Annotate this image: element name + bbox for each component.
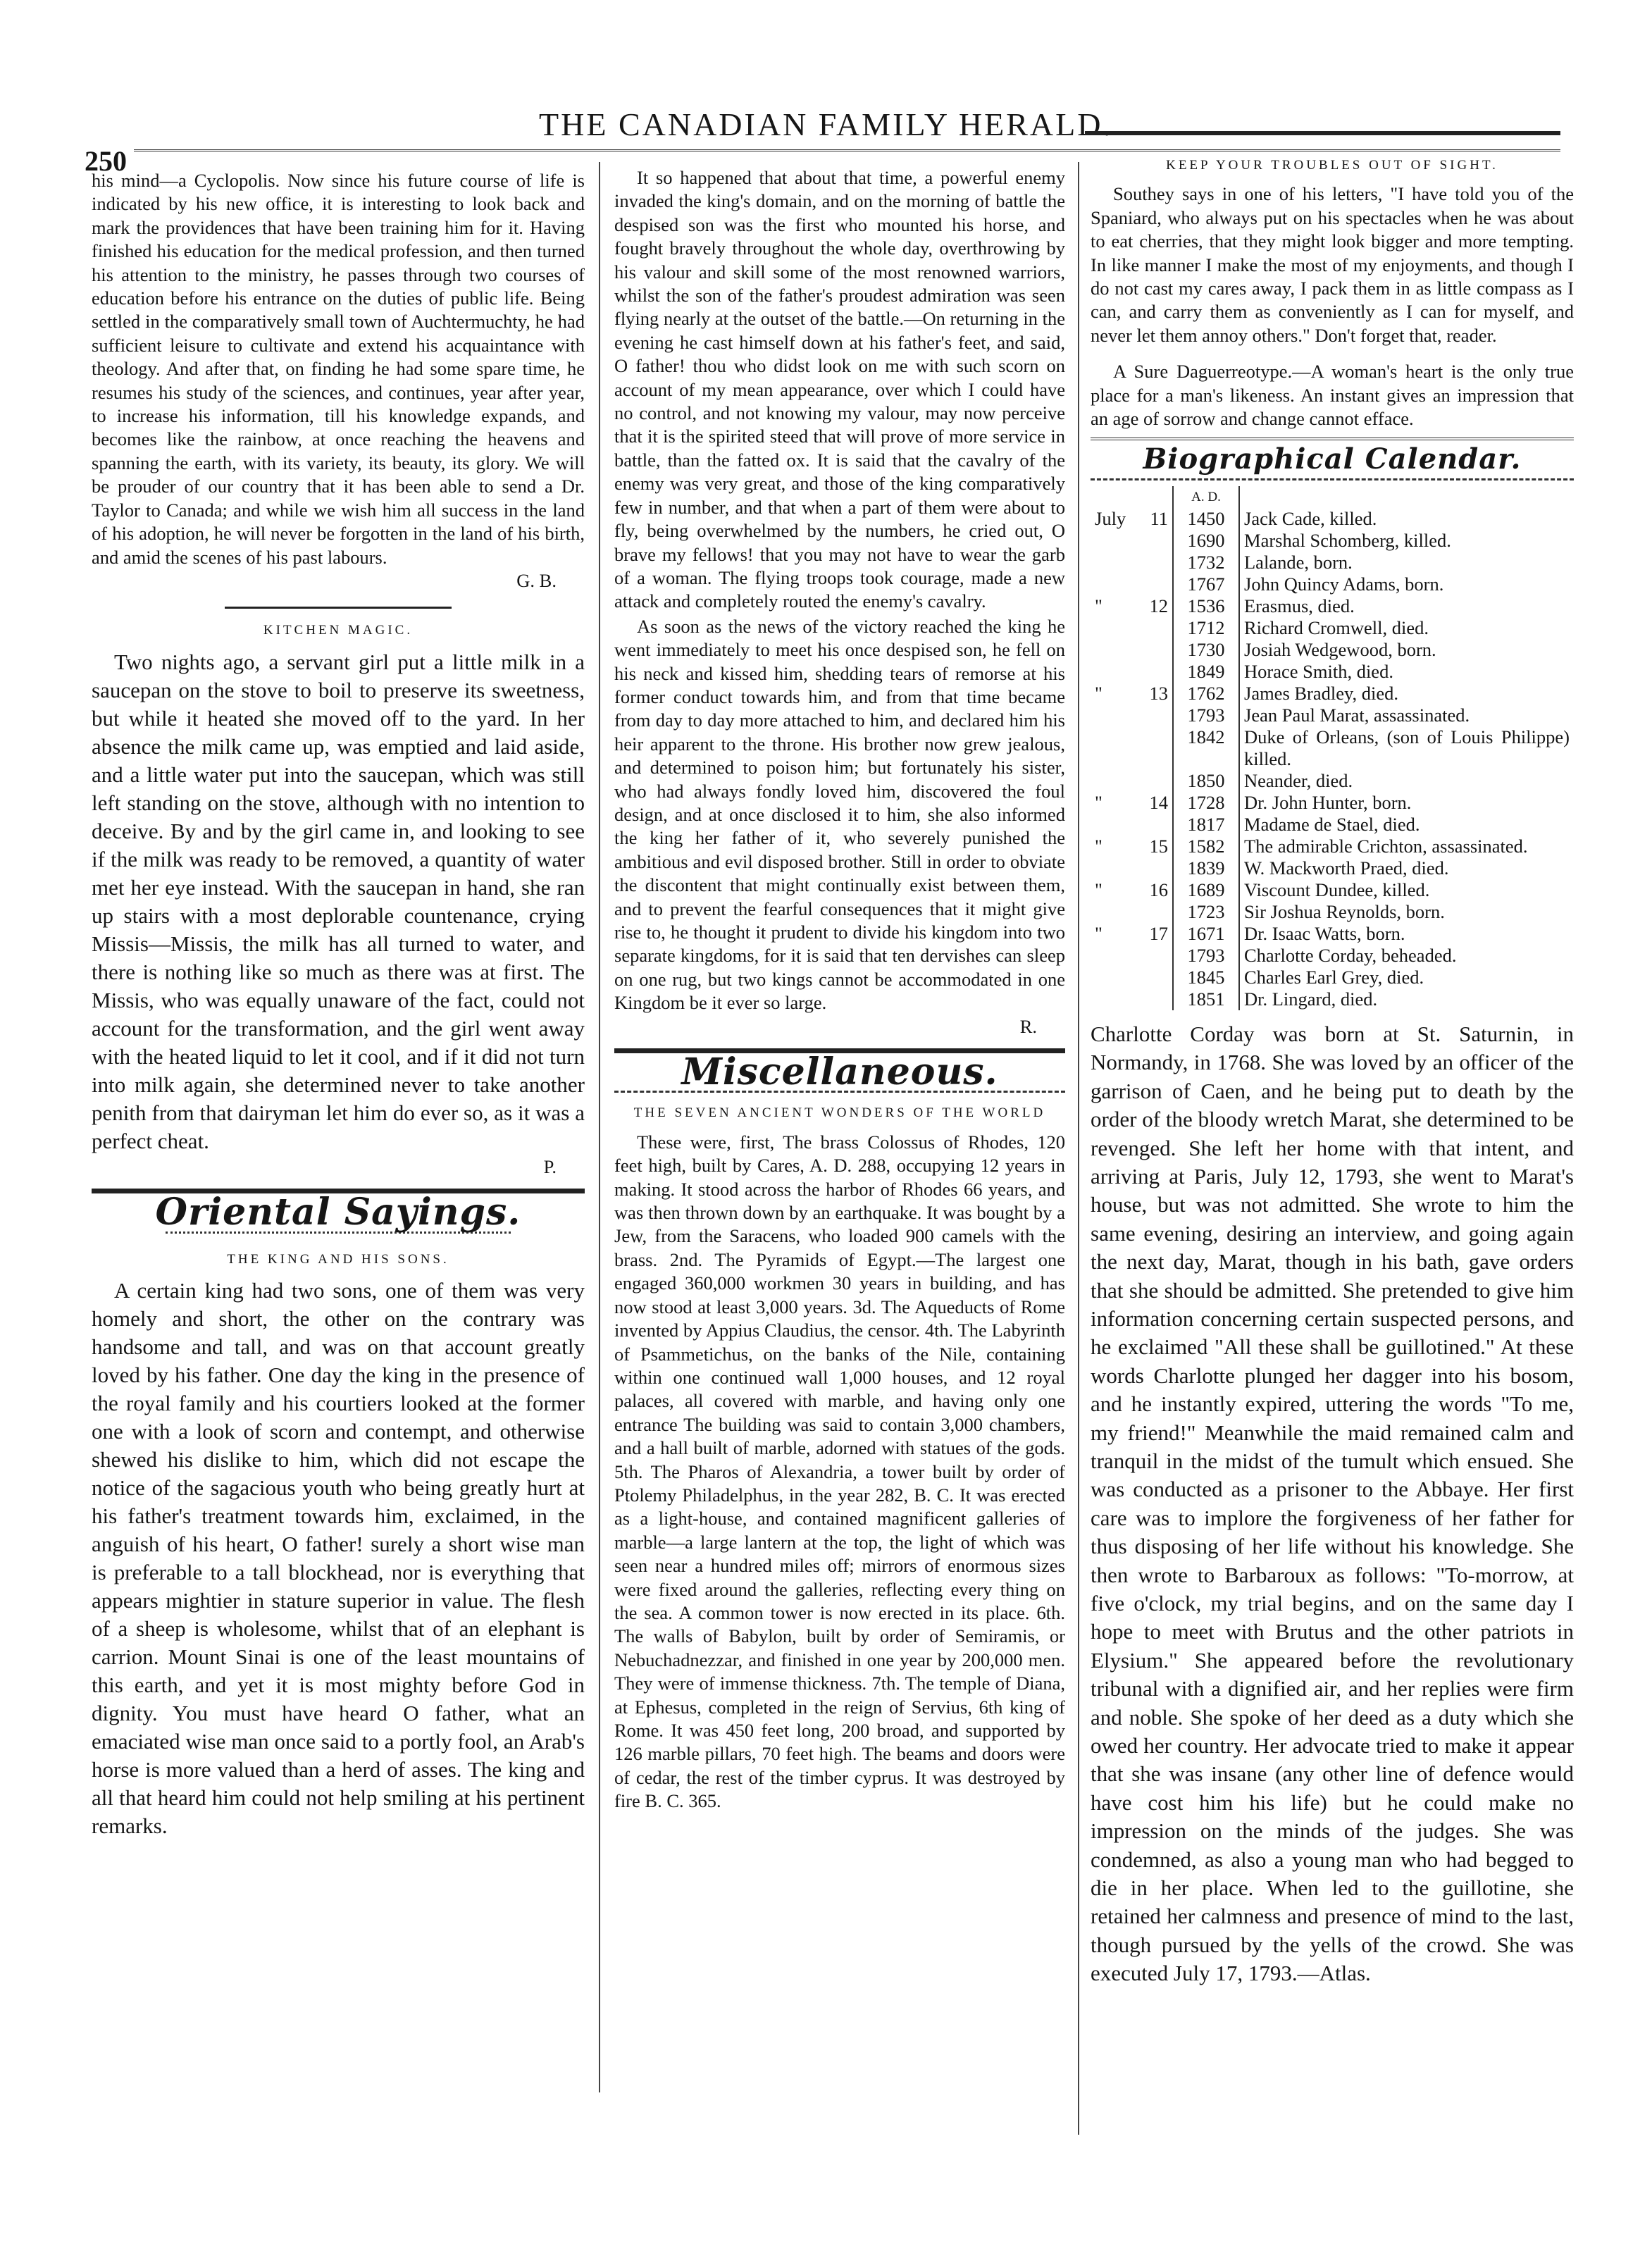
calendar-row: [1091, 552, 1574, 573]
calendar-month: ": [1095, 791, 1103, 813]
calendar-year: 1732: [1173, 552, 1239, 573]
calendar-row: [1091, 967, 1574, 988]
calendar-row: [1091, 988, 1574, 1010]
signature: P.: [543, 1155, 557, 1177]
calendar-year: 1450: [1173, 508, 1239, 530]
signature: G. B.: [516, 569, 557, 591]
calendar-event: Marshal Schomberg, killed.: [1244, 529, 1451, 551]
calendar-month: ": [1095, 879, 1103, 900]
calendar-day: 16: [1141, 879, 1173, 901]
calendar-day: [1141, 705, 1173, 726]
calendar-event: Charlotte Corday, beheaded.: [1244, 944, 1457, 966]
calendar-month: [1091, 530, 1141, 552]
calendar-month: [1091, 552, 1141, 573]
calendar-year: 1730: [1173, 639, 1239, 661]
section-divider: [1091, 438, 1574, 440]
paragraph: Southey says in one of his letters, "I have told you of the Spaniard, who always put on his spectacles when he was about to eat cherries, that they might look bigger and more tempting. In like manner I make the most of my enjoyments, and though I do not cast my cares away, I pack them in as little compass as I can, and carry them as conveniently as I can for myself, and never let them annoy others." Don't forget that, reader.: [1091, 183, 1574, 346]
masthead: THE CANADIAN FAMILY HERALD.: [539, 106, 1113, 142]
calendar-event: Viscount Dundee, killed.: [1244, 879, 1430, 900]
masthead-rule-right: [1085, 131, 1560, 135]
calendar-row: [1091, 792, 1574, 814]
calendar-year: 1793: [1173, 945, 1239, 967]
calendar-row: [1091, 857, 1574, 879]
calendar-year: 1582: [1173, 836, 1239, 857]
calendar-month: [1091, 726, 1141, 770]
calendar-row: [1091, 530, 1574, 552]
signature: R.: [1019, 1015, 1037, 1037]
calendar-event: Jean Paul Marat, assassinated.: [1244, 704, 1470, 726]
calendar-month: [1091, 617, 1141, 639]
calendar-day: [1141, 639, 1173, 661]
calendar-month: July: [1095, 507, 1126, 529]
calendar-day: [1141, 661, 1173, 683]
calendar-day: 17: [1141, 923, 1173, 945]
calendar-year: 1767: [1173, 573, 1239, 595]
calendar-header-ad: A. D.: [1173, 486, 1239, 508]
calendar-day: [1141, 726, 1173, 770]
calendar-day: [1141, 617, 1173, 639]
calendar-row: [1091, 595, 1574, 617]
calendar-event: W. Mackworth Praed, died.: [1244, 857, 1449, 879]
paragraph: These were, first, The brass Colossus of Rhodes, 120 feet high, built by Cares, A. D. 288, occupying 12 years in making. It stood across the harbor of Rhodes 66 years, and was then thrown down by an earthquake. It was bought by a Jew, from the Saracens, who loaded 900 camels with the brass. 2nd. The Pyramids of Egypt.—The largest one engaged 360,000 workmen 30 years in building, and has now stood at least 3,000 years. 3d. The Aqueducts of Rome invented by Appius Claudius, the censor. 4th. The Labyrinth of Psammetichus, on the banks of the Nile, containing within one continued wall 1,000 houses, and 12 royal palaces, all covered with marble, and having only one entrance The building was said to contain 3,000 chambers, and a hall built of marble, adorned with statues of the gods. 5th. The Pharos of Alexandria, a tower built by order of Ptolemy Philadelphus, in the year 282, B. C. It was erected as a light-house, and contained magnificent galleries of marble—a large lantern at the top, the light of which was seen near a hundred miles off; mirrors of enormous sizes were fixed around the galleries, reflecting every thing on the sea. A common tower is now erected in its place. 6th. The walls of Babylon, built by order of Semiramis, or Nebuchadnezzar, and finished in one year by 200,000 men. They were of immense thickness. 7th. The temple of Diana, at Ephesus, completed in the reign of Servius, 6th king of Rome. It was 450 feet long, 200 broad, and supported by 126 marble pillars, 70 feet high. The beams and doors were of cedar, the rest of the timber cyprus. It was destroyed by fire B. C. 365.: [614, 1131, 1065, 1812]
ornamental-rule: [1091, 478, 1574, 480]
calendar-day: 15: [1141, 836, 1173, 857]
calendar-row: [1091, 617, 1574, 639]
calendar-day: [1141, 901, 1173, 923]
calendar-event: Sir Joshua Reynolds, born.: [1244, 900, 1445, 922]
calendar-day: [1141, 988, 1173, 1010]
calendar-row: [1091, 705, 1574, 726]
calendar-day: [1141, 573, 1173, 595]
article-troubles: [1091, 182, 1574, 347]
article-daguerreotype: [1091, 360, 1574, 430]
page-number: 250: [85, 145, 127, 177]
calendar-event: Duke of Orleans, (son of Louis Philippe) killed.: [1244, 726, 1570, 769]
calendar-day: [1141, 857, 1173, 879]
paragraph: A certain king had two sons, one of them was very homely and short, the other on the contrary was handsome and tall, and was on that account greatly loved by his father. One day the king in the presence of the royal family and his courtiers looked at the former one with a look of scorn and contempt, and otherwise shewed his dislike to him, which did not escape the notice of the sagacious youth who being greatly hurt at his father's treatment towards him, exclaimed, in the anguish of his heart, O father! surely a short wise man is preferable to a tall blockhead, nor is everything that appears mightier in stature superior in value. The flesh of a sheep is wholesome, whilst that of an elephant is carrion. Mount Sinai is one of the least mountains of this earth, and yet it is most mighty before God in dignity. You must have heard O father, what an emaciated wise man once said to a portly fool, an Arab's horse is more valued than a herd of asses. The king and all that heard him could not help smiling at his pertinent remarks.: [92, 1277, 585, 1838]
calendar-day: [1141, 945, 1173, 967]
calendar-month: [1091, 945, 1141, 967]
calendar-event: Charles Earl Grey, died.: [1244, 966, 1424, 988]
calendar-event: The admirable Crichton, assassinated.: [1244, 835, 1528, 857]
calendar-month: ": [1095, 835, 1103, 857]
article-kitchen-magic: [92, 648, 585, 1179]
calendar-event: Richard Cromwell, died.: [1244, 616, 1429, 638]
calendar-month: [1091, 573, 1141, 595]
calendar-event: Dr. Lingard, died.: [1244, 988, 1378, 1010]
calendar-month: [1091, 639, 1141, 661]
calendar-event: Neander, died.: [1244, 769, 1353, 791]
calendar-month: [1091, 705, 1141, 726]
calendar-year: 1689: [1173, 879, 1239, 901]
calendar-year: 1536: [1173, 595, 1239, 617]
calendar-year: 1851: [1173, 988, 1239, 1010]
section-heading: KEEP YOUR TROUBLES OUT OF SIGHT.: [1166, 158, 1498, 173]
column-divider-2: [1078, 162, 1079, 2135]
paragraph: A Sure Daguerreotype.—A woman's heart is the only true place for a man's likeness. An instant gives an impression that an age of sorrow and change cannot efface.: [1091, 361, 1574, 430]
calendar-event: Dr. Isaac Watts, born.: [1244, 922, 1405, 944]
calendar-month: [1091, 967, 1141, 988]
calendar-event: John Quincy Adams, born.: [1244, 573, 1444, 595]
calendar-year: 1842: [1173, 726, 1239, 770]
column-divider-1: [599, 162, 600, 2092]
calendar-row: [1091, 508, 1574, 530]
masthead-rule: [134, 149, 1560, 151]
department-heading: Biographical Calendar.: [1143, 442, 1522, 476]
calendar-year: 1712: [1173, 617, 1239, 639]
calendar-row: [1091, 573, 1574, 595]
calendar-year: 1849: [1173, 661, 1239, 683]
calendar-year: 1850: [1173, 770, 1239, 792]
column-1: [92, 169, 585, 1840]
article-seven-wonders: [614, 1131, 1065, 1813]
calendar-row: [1091, 923, 1574, 945]
section-heading: THE SEVEN ANCIENT WONDERS OF THE WORLD: [633, 1105, 1046, 1121]
calendar-row: [1091, 901, 1574, 923]
calendar-row: [1091, 836, 1574, 857]
calendar-month: ": [1095, 682, 1103, 704]
article-king-and-sons-continued: [614, 166, 1065, 1038]
calendar-month: [1091, 814, 1141, 836]
calendar-day: 13: [1141, 683, 1173, 705]
calendar-day: 14: [1141, 792, 1173, 814]
calendar-month: [1091, 770, 1141, 792]
calendar-row: [1091, 639, 1574, 661]
department-heading: Miscellaneous.: [681, 1050, 998, 1094]
calendar-event: James Bradley, died.: [1244, 682, 1399, 704]
article-continuation: [92, 169, 585, 593]
section-heading: THE KING AND HIS SONS.: [227, 1251, 449, 1267]
calendar-event: Dr. John Hunter, born.: [1244, 791, 1412, 813]
calendar-month: [1091, 857, 1141, 879]
calendar-day: 12: [1141, 595, 1173, 617]
calendar-event: Horace Smith, died.: [1244, 660, 1393, 682]
paragraph: his mind—a Cyclopolis. Now since his future course of life is indicated by his new office, it is interesting to look back and mark the providences that have been training him for it. Having finished his education for the medical profession, and then turned his attention to the ministry, he passes through two courses of education before his entrance on the duties of public life. Being settled in the comparatively small town of Auchtermuchty, he had sufficient leisure to cultivate and extend his acquaintance with theology. And after that, on finding he had some spare time, he resumes his study of the sciences, and continues, year after year, to increase his information, till his knowledge expands, and becomes like the rainbow, at once reaching the heavens and spanning the earth, with its variety, its beauty, its glory. We will be prouder of our country that it has been able to send a Dr. Taylor to Canada; and while we wish him all success in the land of his adoption, he will never be forgotten in the land of his birth, and amid the scenes of his past labours.: [92, 170, 585, 568]
calendar-year: 1723: [1173, 901, 1239, 923]
calendar-year: 1817: [1173, 814, 1239, 836]
calendar-month: [1091, 661, 1141, 683]
article-charlotte-corday: [1091, 1020, 1574, 1988]
calendar-year: 1793: [1173, 705, 1239, 726]
calendar-month: [1091, 901, 1141, 923]
calendar-month: ": [1095, 922, 1103, 944]
calendar-day: [1141, 967, 1173, 988]
calendar-month: ": [1095, 595, 1103, 616]
calendar-row: [1091, 879, 1574, 901]
calendar-year: 1762: [1173, 683, 1239, 705]
calendar-event: Erasmus, died.: [1244, 595, 1355, 616]
section-heading: KITCHEN MAGIC.: [263, 623, 414, 638]
column-3: [1091, 154, 1574, 1988]
calendar-year: 1839: [1173, 857, 1239, 879]
calendar-row: [1091, 770, 1574, 792]
calendar-year: 1671: [1173, 923, 1239, 945]
calendar-event: Madame de Stael, died.: [1244, 813, 1420, 835]
calendar-day: 11: [1141, 508, 1173, 530]
calendar-day: [1141, 530, 1173, 552]
paragraph: As soon as the news of the victory reached the king he went immediately to meet his once despised son, he fell on his neck and kissed him, shedding tears of remorse at his former conduct towards him, and from that time became from day to day more attached to him, and declared him his heir apparent to the throne. His brother now grew jealous, and determined to poison him; but fortunately his sister, who had always fondly loved him, discovered the foul design, and at once disclosed it to him, she also informed the king her father of it, who severely punished the ambitious and evil disposed brother. Still in order to obviate the discontent that might continually exist between them, and to prevent the fearful consequences that it might give rise to, he thought it prudent to divide his kingdom into two separate kingdoms, for it is said that ten dervishes can sleep on one rug, but two kings cannot be accommodated in one Kingdom be it ever so large.: [614, 615, 1065, 1014]
calendar-header-row: [1091, 486, 1574, 508]
calendar-event: Josiah Wedgewood, born.: [1244, 638, 1436, 660]
calendar-row: [1091, 726, 1574, 770]
calendar-year: 1845: [1173, 967, 1239, 988]
calendar-row: [1091, 945, 1574, 967]
calendar-month: [1091, 988, 1141, 1010]
column-2: [614, 166, 1065, 1813]
biographical-calendar-table: [1091, 486, 1574, 1010]
paragraph: It so happened that about that time, a powerful enemy invaded the king's domain, and on the morning of battle the despised son was the first who mounted his horse, and fought bravely throughout the whole day, overthrowing by his valour and skill some of the most renowned warriors, whilst the son of the father's proudest admiration was seen flying nearly at the outset of the battle.—On returning in the evening he cast himself down at his father's feet, and said, O father! thou who didst look on me with such scorn on account of my mean appearance, over which I could have no control, and not knowing my valour, may now perceive that it is the spirited steed that will prove of more service in battle, than the fatted ox. It is said that the cavalry of the enemy was very great, and those of the king comparatively few in number, and that when a part of them were about to fly, being overwhelmed by the numbers, he cried out, O brave my fellows! that you may not have to wear the garb of a woman. The flying troops took courage, made a new attack and completely routed the enemy's cavalry.: [614, 167, 1065, 612]
article-king-and-sons: [92, 1277, 585, 1840]
department-heading: Oriental Sayings.: [155, 1191, 521, 1234]
calendar-row: [1091, 683, 1574, 705]
calendar-day: [1141, 770, 1173, 792]
calendar-day: [1141, 814, 1173, 836]
calendar-event: Jack Cade, killed.: [1244, 507, 1377, 529]
section-divider: [225, 607, 452, 609]
paragraph: Two nights ago, a servant girl put a little milk in a saucepan on the stove to boil to preserve its sweetness, but while it heated she moved off to the yard. In her absence the milk came up, was emptied and laid aside, and a little water put into the saucepan, which was still left standing on the stove, although with no intention to deceive. By and by the girl came in, and looking to see if the milk was ready to be removed, a quantity of water met her eye instead. With the saucepan in hand, she ran up stairs with a most deplorable countenance, crying Missis—Missis, the milk has all turned to water, and there is nothing like so much as there was at first. The Missis, who was equally unaware of the fact, could not account for the transformation, and the girl went away with the heated liquid to let it cool, and if it did not turn into milk again, she determined never to take another penith from that dairyman let him do ever so, as it was a perfect cheat.: [92, 649, 585, 1153]
calendar-year: 1728: [1173, 792, 1239, 814]
calendar-day: [1141, 552, 1173, 573]
calendar-event: Lalande, born.: [1244, 551, 1353, 573]
calendar-row: [1091, 814, 1574, 836]
calendar-row: [1091, 661, 1574, 683]
calendar-year: 1690: [1173, 530, 1239, 552]
paragraph: Charlotte Corday was born at St. Saturnin, in Normandy, in 1768. She was loved by an officer of the garrison of Caen, and he being put to death by the order of the bloody wretch Marat, she determined to be revenged. She left her home with that intent, and arriving at Paris, July 12, 1793, she went to Marat's house, but was not admitted. She wrote to him the same evening, desiring an interview, and going again the next day, Marat, though in his bath, gave orders that she should be admitted. She pretended to give him information concerning certain suspected persons, and he exclaimed "All these shall be guillotined." At these words Charlotte plunged her dagger into his bosom, and he instantly expired, uttering the words "To me, my friend!" Meanwhile the maid remained calm and tranquil in the midst of the tumult which ensued. She was conducted as a prisoner to the Abbaye. Her first care was to implore the forgiveness of her father for thus disposing of her life without his knowledge. She then wrote to Barbaroux as follows: "To-morrow, at five o'clock, my trial begins, and on the same day I hope to meet with Brutus and the other patriots in Elysium." She appeared before the revolutionary tribunal with a dignified air, and her replies were firm and noble. She spoke of her deed as a duty which she owed her country. Her advocate tried to make it appear that she was insane (any other line of defence would have cost him his life) but he could make no impression on the minds of the judges. She was condemned, as also a young man who had begged to die in her place. When led to the guillotine, she retained her calmness and presence of mind to the last, though pursued by the yells of the crowd. She was executed July 17, 1793.—Atlas.: [1091, 1021, 1574, 1986]
